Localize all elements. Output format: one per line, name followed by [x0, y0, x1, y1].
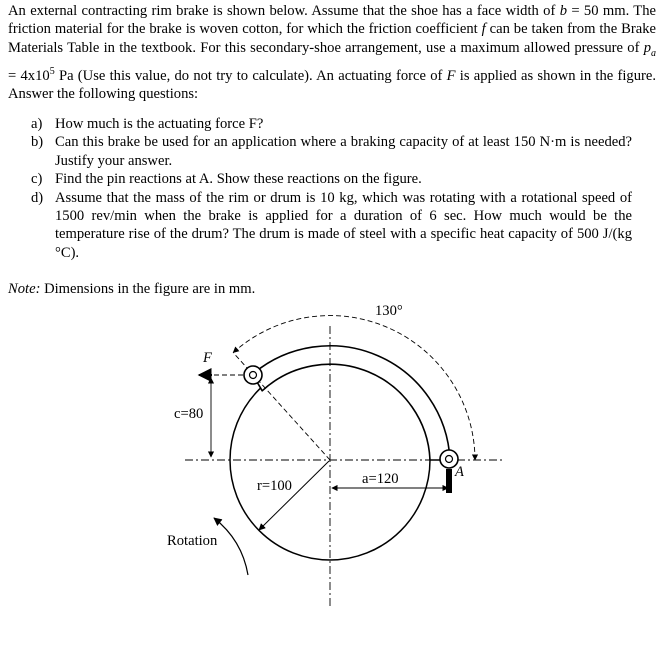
rotation-arrow — [214, 518, 248, 575]
question-item: a) How much is the actuating force F? — [31, 116, 264, 132]
note: Note: Dimensions in the figure are in mm. — [8, 281, 256, 297]
a-dimension-label: a=120 — [362, 471, 399, 487]
anchor-pin-label: A — [455, 464, 464, 480]
problem-statement: An external contracting rim brake is shown below. Assume that the shoe has a face width of b = 50 mm. The friction material for the brake is woven cotton, for which the friction coefficient f can be taken from the Brake Materials Table in the textbook. For this secondary-shoe arrangement, use a maximum allowed pressure of $p_a = 4x10^5$ Pa (Use this value, do not try to calculate). An actuating force of F is applied as shown in the figure. Answer the following questions: — [8, 3, 657, 103]
radius-label: r=100 — [257, 478, 292, 494]
question-item: b) Can this brake be used for an application where a braking capacity of at least 150 N·m is needed? Justify your answer. — [31, 134, 632, 169]
angle-label: 130° — [375, 303, 403, 319]
radius-line — [259, 461, 329, 530]
c-dimension-label: c=80 — [174, 406, 204, 422]
question-item: c) Find the pin reactions at A. Show these reactions on the figure. — [31, 171, 422, 188]
rotation-label: Rotation — [167, 533, 218, 549]
anchor-support — [446, 469, 452, 493]
force-label: F — [203, 350, 212, 366]
actuating-pin-center — [250, 372, 257, 379]
anchor-pin-center — [446, 456, 453, 463]
question-item: d) Assume that the mass of the rim or drum is 10 kg, which was rotating with a rotational speed of 1500 rev/min when the brake is applied for a duration of 6 sec. How much would be the temperature rise of the drum? The drum is made of steel with a specific heat capacity of 500 J/(kg °C). — [31, 189, 632, 261]
brake-shoe — [253, 346, 451, 460]
